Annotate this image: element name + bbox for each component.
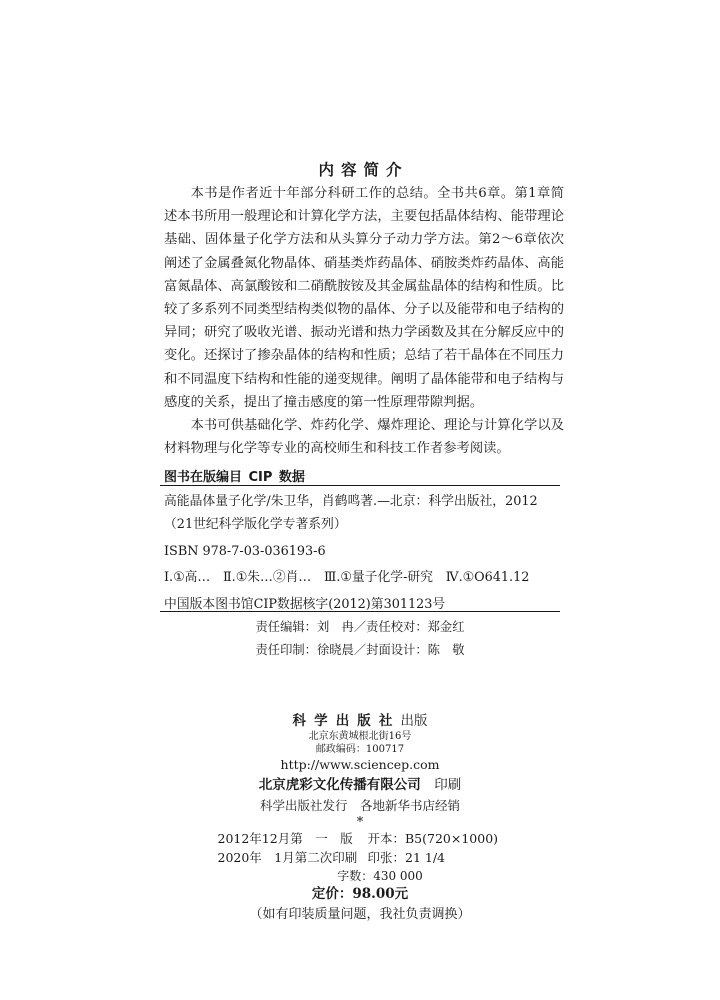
printer-suffix: 印刷 <box>434 777 462 793</box>
editors-line-1: 责任编辑：刘 冉／责任校对：郑金红 <box>255 620 465 634</box>
cip-title: 图书在版编目 CIP 数据 <box>164 470 305 485</box>
price: 定价：98.00元 <box>311 886 409 902</box>
editors-block <box>0 616 720 662</box>
summary-paragraph: 本书是作者近十年部分科研工作的总结。全书共6章。第1章简述本书所用一般理论和计算化学方法，主要包括晶体结构、能带理论基础、固体量子化学方法和从头算分子动力学方法。第2～6章依次阐述了金属叠氮化物晶体、硝基类炸药晶体、硝胺类炸药晶体、高能富氮晶体、高氯酸铵和二硝酰胺铵及其金属盐晶体的结构和性质。比较了多系列不同类型结构类似物的晶体、分子以及能带和电子结构的异同；研究了吸收光谱、振动光谱和热力学函数及其在分解反应中的变化。还探讨了掺杂晶体的结构和性质；总结了若干晶体在不同压力和不同温度下结构和性能的递变规律。阐明了晶体能带和电子结构与感度的关系，提出了撞击感度的第一性原理带隙判据。 <box>164 186 564 410</box>
printer-name: 北京虎彩文化传播有限公司 <box>258 777 421 793</box>
summary-paragraph: 本书可供基础化学、炸药化学、爆炸理论、理论与计算化学以及材料物理与化学等专业的高校师生和科技工作者参考阅读。 <box>164 418 564 457</box>
cip-top-rule <box>160 485 560 486</box>
imprint-block <box>0 712 720 925</box>
quality-notice: （如有印装质量问题，我社负责调换） <box>249 907 471 922</box>
publisher-line <box>0 712 720 730</box>
publisher-name: 科学出版社 <box>292 713 401 729</box>
editors-line-2: 责任印制：徐晓晨／封面设计：陈 敬 <box>255 643 465 657</box>
publisher-postcode: 邮政编码：100717 <box>315 744 405 755</box>
cip-bottom-rule <box>160 611 560 612</box>
word-count: 字数：430 000 <box>337 869 423 883</box>
printed-sheets: 印张：21 1/4 <box>367 850 445 865</box>
cip-isbn-line: ISBN 978-7-03-036193-6 <box>164 543 326 559</box>
publisher-address: 北京东黄城根北街16号 <box>308 731 412 742</box>
cip-catalog-number-line: 中国版本图书馆CIP数据核字(2012)第301123号 <box>164 596 446 612</box>
separator-star: * <box>356 815 364 830</box>
printing-date: 2020年 1月第二次印刷 <box>217 850 358 865</box>
printer-line <box>0 775 720 795</box>
edition-format-line <box>0 829 720 848</box>
cip-subject-line: Ⅰ.①高… Ⅱ.①朱…②肖… Ⅲ.①量子化学-研究 Ⅳ.①O641.12 <box>164 570 530 586</box>
publisher-url: http://www.sciencep.com <box>280 757 440 772</box>
summary-body <box>164 182 564 460</box>
cip-series-line: （21世纪科学版化学专著系列） <box>164 517 347 533</box>
book-format: 开本：B5(720×1000) <box>367 831 499 846</box>
distribution-line: 科学出版社发行 各地新华书店经销 <box>259 798 460 813</box>
summary-title: 内容简介 <box>318 161 409 179</box>
printing-sheets-line <box>0 848 720 867</box>
publisher-suffix: 出版 <box>400 713 428 729</box>
cip-title-author-line: 高能晶体量子化学/朱卫华，肖鹤鸣著.—北京：科学出版社，2012 <box>164 494 538 509</box>
edition-date: 2012年12月第 一 版 <box>217 831 353 846</box>
cip-data-block <box>164 490 560 616</box>
